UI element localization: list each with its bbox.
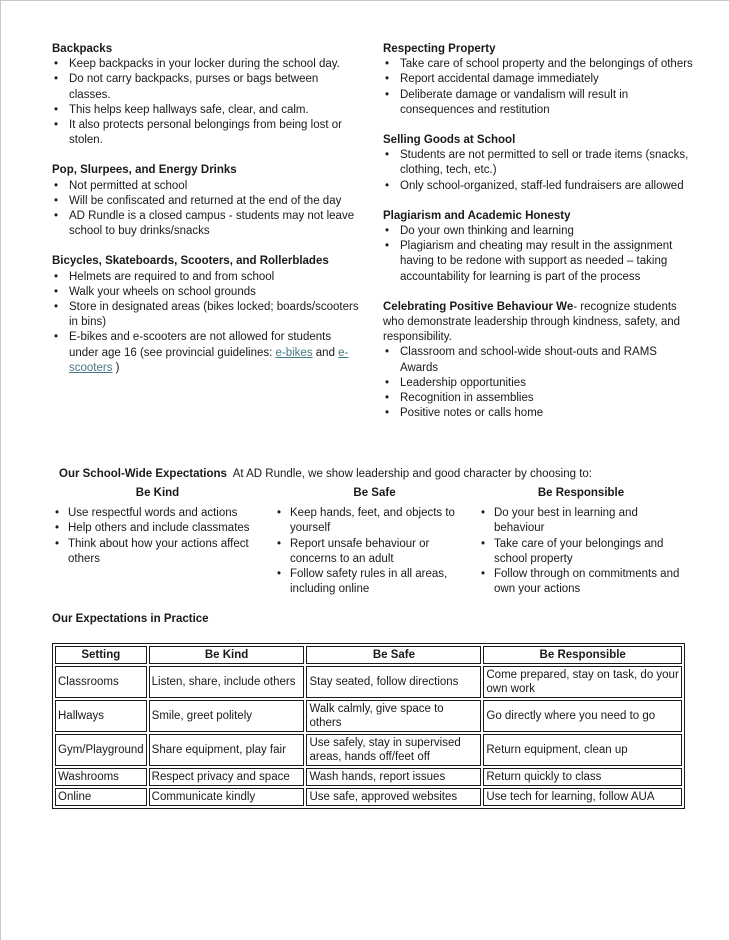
positive-behaviour-intro [383, 300, 693, 346]
list-item: • Not permitted at school [52, 179, 362, 194]
table-header-row [55, 646, 682, 664]
table-header: Be Kind [149, 646, 305, 664]
section-title: Backpacks [52, 43, 113, 55]
table-row [55, 700, 682, 732]
table-row [55, 788, 682, 806]
list-item: • Only school-organized, staff-led fundraisers are allowed [383, 179, 693, 194]
table-cell: Stay seated, follow directions [306, 666, 481, 698]
list-item: • Do not carry backpacks, purses or bags between classes. [52, 72, 362, 102]
expectations-table [52, 643, 685, 809]
table-row [55, 734, 682, 766]
list-item: • Helmets are required to and from school [52, 270, 362, 285]
be-kind-heading: Be Kind [135, 487, 180, 499]
section-backpacks [52, 42, 362, 148]
ebike-text-prefix: E-bikes and e-scooters are not allowed for students under age 16 (see provincial guidelines: [69, 331, 332, 359]
table-cell: Use safe, approved websites [306, 788, 481, 806]
be-responsible-column [481, 486, 681, 597]
table-cell: Respect privacy and space [149, 768, 305, 786]
page-edge-top [0, 0, 729, 1]
table-cell: Walk calmly, give space to others [306, 700, 481, 732]
list-item: • AD Rundle is a closed campus - students may not leave school to buy drinks/snacks [52, 209, 362, 239]
list-item: • Leadership opportunities [383, 376, 693, 391]
section-title: Bicycles, Skateboards, Scooters, and Rollerblades [52, 255, 329, 268]
bullet-list [52, 270, 362, 376]
table-row [55, 768, 682, 786]
practice-title: Our Expectations in Practice [52, 613, 209, 625]
list-item: • Deliberate damage or vandalism will result in consequences and restitution [383, 88, 693, 118]
list-item: • Keep backpacks in your locker during the school day. [52, 57, 362, 72]
table-cell: Come prepared, stay on task, do your own work [483, 666, 682, 698]
section-selling-goods [383, 133, 693, 194]
section-respecting-property [383, 42, 693, 118]
table-cell: Return equipment, clean up [483, 734, 682, 766]
section-title: Pop, Slurpees, and Energy Drinks [52, 164, 237, 177]
list-item: • Positive notes or calls home [383, 406, 693, 421]
table-cell: Use safely, stay in supervised areas, hands off/feet off [306, 734, 481, 766]
list-item: • Will be confiscated and returned at the end of the day [52, 194, 362, 209]
list-item: • Follow through on commitments and own your actions [481, 567, 681, 597]
list-item: • Walk your wheels on school grounds [52, 285, 362, 300]
table-cell: Hallways [55, 700, 147, 732]
list-item: • Follow safety rules in all areas, including online [277, 567, 472, 597]
table-cell: Go directly where you need to go [483, 700, 682, 732]
list-item: • Store in designated areas (bikes locked; boards/scooters in bins) [52, 300, 362, 330]
bullet-list [481, 506, 681, 597]
list-item: • Use respectful words and actions [55, 506, 260, 521]
table-row [55, 666, 682, 698]
list-item: • This helps keep hallways safe, clear, and calm. [52, 103, 362, 118]
list-item: • Take care of your belongings and school property [481, 537, 681, 567]
be-safe-column [277, 486, 472, 597]
bullet-list [52, 57, 362, 148]
page-edge-left [0, 0, 1, 940]
be-responsible-heading: Be Responsible [537, 487, 625, 499]
school-wide-intro: At AD Rundle, we show leadership and good character by choosing to: [226, 468, 592, 480]
table-cell: Classrooms [55, 666, 147, 698]
list-item: • It also protects personal belongings from being lost or stolen. [52, 118, 362, 148]
school-wide-title-line [59, 467, 719, 482]
list-item: • Take care of school property and the belongings of others [383, 57, 693, 72]
bullet-list [52, 179, 362, 240]
list-item: • Plagiarism and cheating may result in the assignment having to be redone with support as needed – taking accountability for learning is part of the process [383, 239, 693, 285]
list-item: • Help others and include classmates [55, 521, 260, 536]
be-safe-heading: Be Safe [353, 487, 396, 499]
table-cell: Online [55, 788, 147, 806]
table-cell: Washrooms [55, 768, 147, 786]
list-item-ebikes [52, 330, 362, 376]
section-title: Plagiarism and Academic Honesty [383, 209, 571, 222]
table-cell: Communicate kindly [149, 788, 305, 806]
table-cell: Wash hands, report issues [306, 768, 481, 786]
section-plagiarism [383, 209, 693, 285]
table-header: Be Safe [306, 646, 481, 664]
bullet-list [383, 224, 693, 285]
bullet-list [277, 506, 472, 597]
ebike-text-middle: and [312, 346, 339, 359]
bullet-list [55, 506, 260, 567]
section-title: Respecting Property [383, 43, 496, 55]
table-cell: Return quickly to class [483, 768, 682, 786]
list-item: • Recognition in assemblies [383, 391, 693, 406]
section-positive-behaviour [383, 300, 693, 422]
section-drinks [52, 163, 362, 239]
table-cell: Gym/Playground [55, 734, 147, 766]
section-intro: - recognize students who demonstrate leadership through kindness, safety, and responsibility. [383, 300, 681, 344]
table-cell: Share equipment, play fair [149, 734, 305, 766]
list-item: • Think about how your actions affect others [55, 537, 260, 567]
bullet-list [383, 57, 693, 118]
list-item: • Classroom and school-wide shout-outs and RAMS Awards [383, 345, 693, 375]
right-column [383, 42, 693, 436]
e-scooters-link[interactable]: e-scooters [69, 346, 349, 374]
list-item: • Report accidental damage immediately [383, 72, 693, 87]
table-cell: Listen, share, include others [149, 666, 305, 698]
bullet-list [383, 148, 693, 194]
section-wheels [52, 254, 362, 376]
ebike-text-suffix: ) [112, 361, 120, 374]
table-cell: Smile, greet politely [149, 700, 305, 732]
list-item: • Do your best in learning and behaviour [481, 506, 681, 536]
section-title: Selling Goods at School [383, 134, 516, 147]
left-column [52, 42, 362, 391]
be-kind-column [55, 486, 260, 567]
section-title: Celebrating Positive Behaviour We [383, 300, 574, 313]
list-item: • Report unsafe behaviour or concerns to an adult [277, 537, 472, 567]
bullet-list [383, 345, 693, 421]
list-item: • Students are not permitted to sell or trade items (snacks, clothing, tech, etc.) [383, 148, 693, 178]
school-wide-title: Our School-Wide Expectations [59, 468, 227, 480]
list-item: • Keep hands, feet, and objects to yourself [277, 506, 472, 536]
table-header: Setting [55, 646, 147, 664]
table-cell: Use tech for learning, follow AUA [483, 788, 682, 806]
e-bikes-link[interactable]: e-bikes [275, 346, 313, 359]
list-item: • Do your own thinking and learning [383, 224, 693, 239]
table-header: Be Responsible [483, 646, 682, 664]
